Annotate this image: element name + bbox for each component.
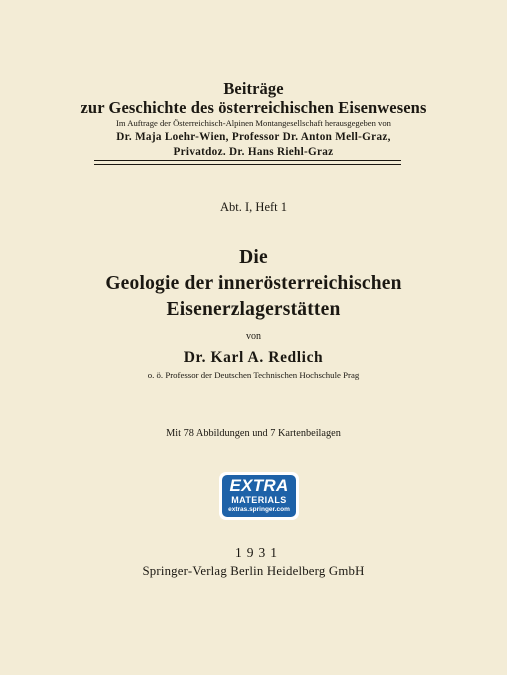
author-name: Dr. Karl A. Redlich xyxy=(183,349,324,366)
publisher-line: Springer-Verlag Berlin Heidelberg GmbH xyxy=(142,564,365,578)
badge-extra-label: EXTRA xyxy=(229,476,289,495)
double-rule-top xyxy=(94,160,401,161)
illustrations-note: Mit 78 Abbildungen und 7 Kartenbeilagen xyxy=(166,428,341,439)
series-editors-line1: Dr. Maja Loehr-Wien, Professor Dr. Anton Mell-Graz, xyxy=(116,131,391,143)
series-title-line2: zur Geschichte des österreichischen Eisenwesens xyxy=(80,98,427,117)
book-title-line2: Geologie der innerösterreichischen xyxy=(105,273,402,294)
author-affiliation: o. ö. Professor der Deutschen Technischen Hochschule Prag xyxy=(147,370,360,380)
badge-materials-label: MATERIALS xyxy=(231,495,287,505)
book-title-line3: Eisenerzlagerstätten xyxy=(166,299,341,320)
series-editors-line2: Privatdoz. Dr. Hans Riehl-Graz xyxy=(173,146,334,158)
publication-year: 1931 xyxy=(235,545,282,560)
extra-materials-badge[interactable] xyxy=(219,472,299,520)
badge-url: extras.springer.com xyxy=(228,506,290,513)
badge-panel xyxy=(222,475,296,517)
double-rule-bottom xyxy=(94,164,401,165)
series-title-line1: Beiträge xyxy=(223,79,284,98)
series-commission: Im Auftrage der Österreichisch-Alpinen Montangesellschaft herausgegeben von xyxy=(116,118,391,128)
by-label: von xyxy=(246,331,261,342)
book-title-line1: Die xyxy=(239,247,268,268)
issue-number: Abt. I, Heft 1 xyxy=(220,200,287,214)
